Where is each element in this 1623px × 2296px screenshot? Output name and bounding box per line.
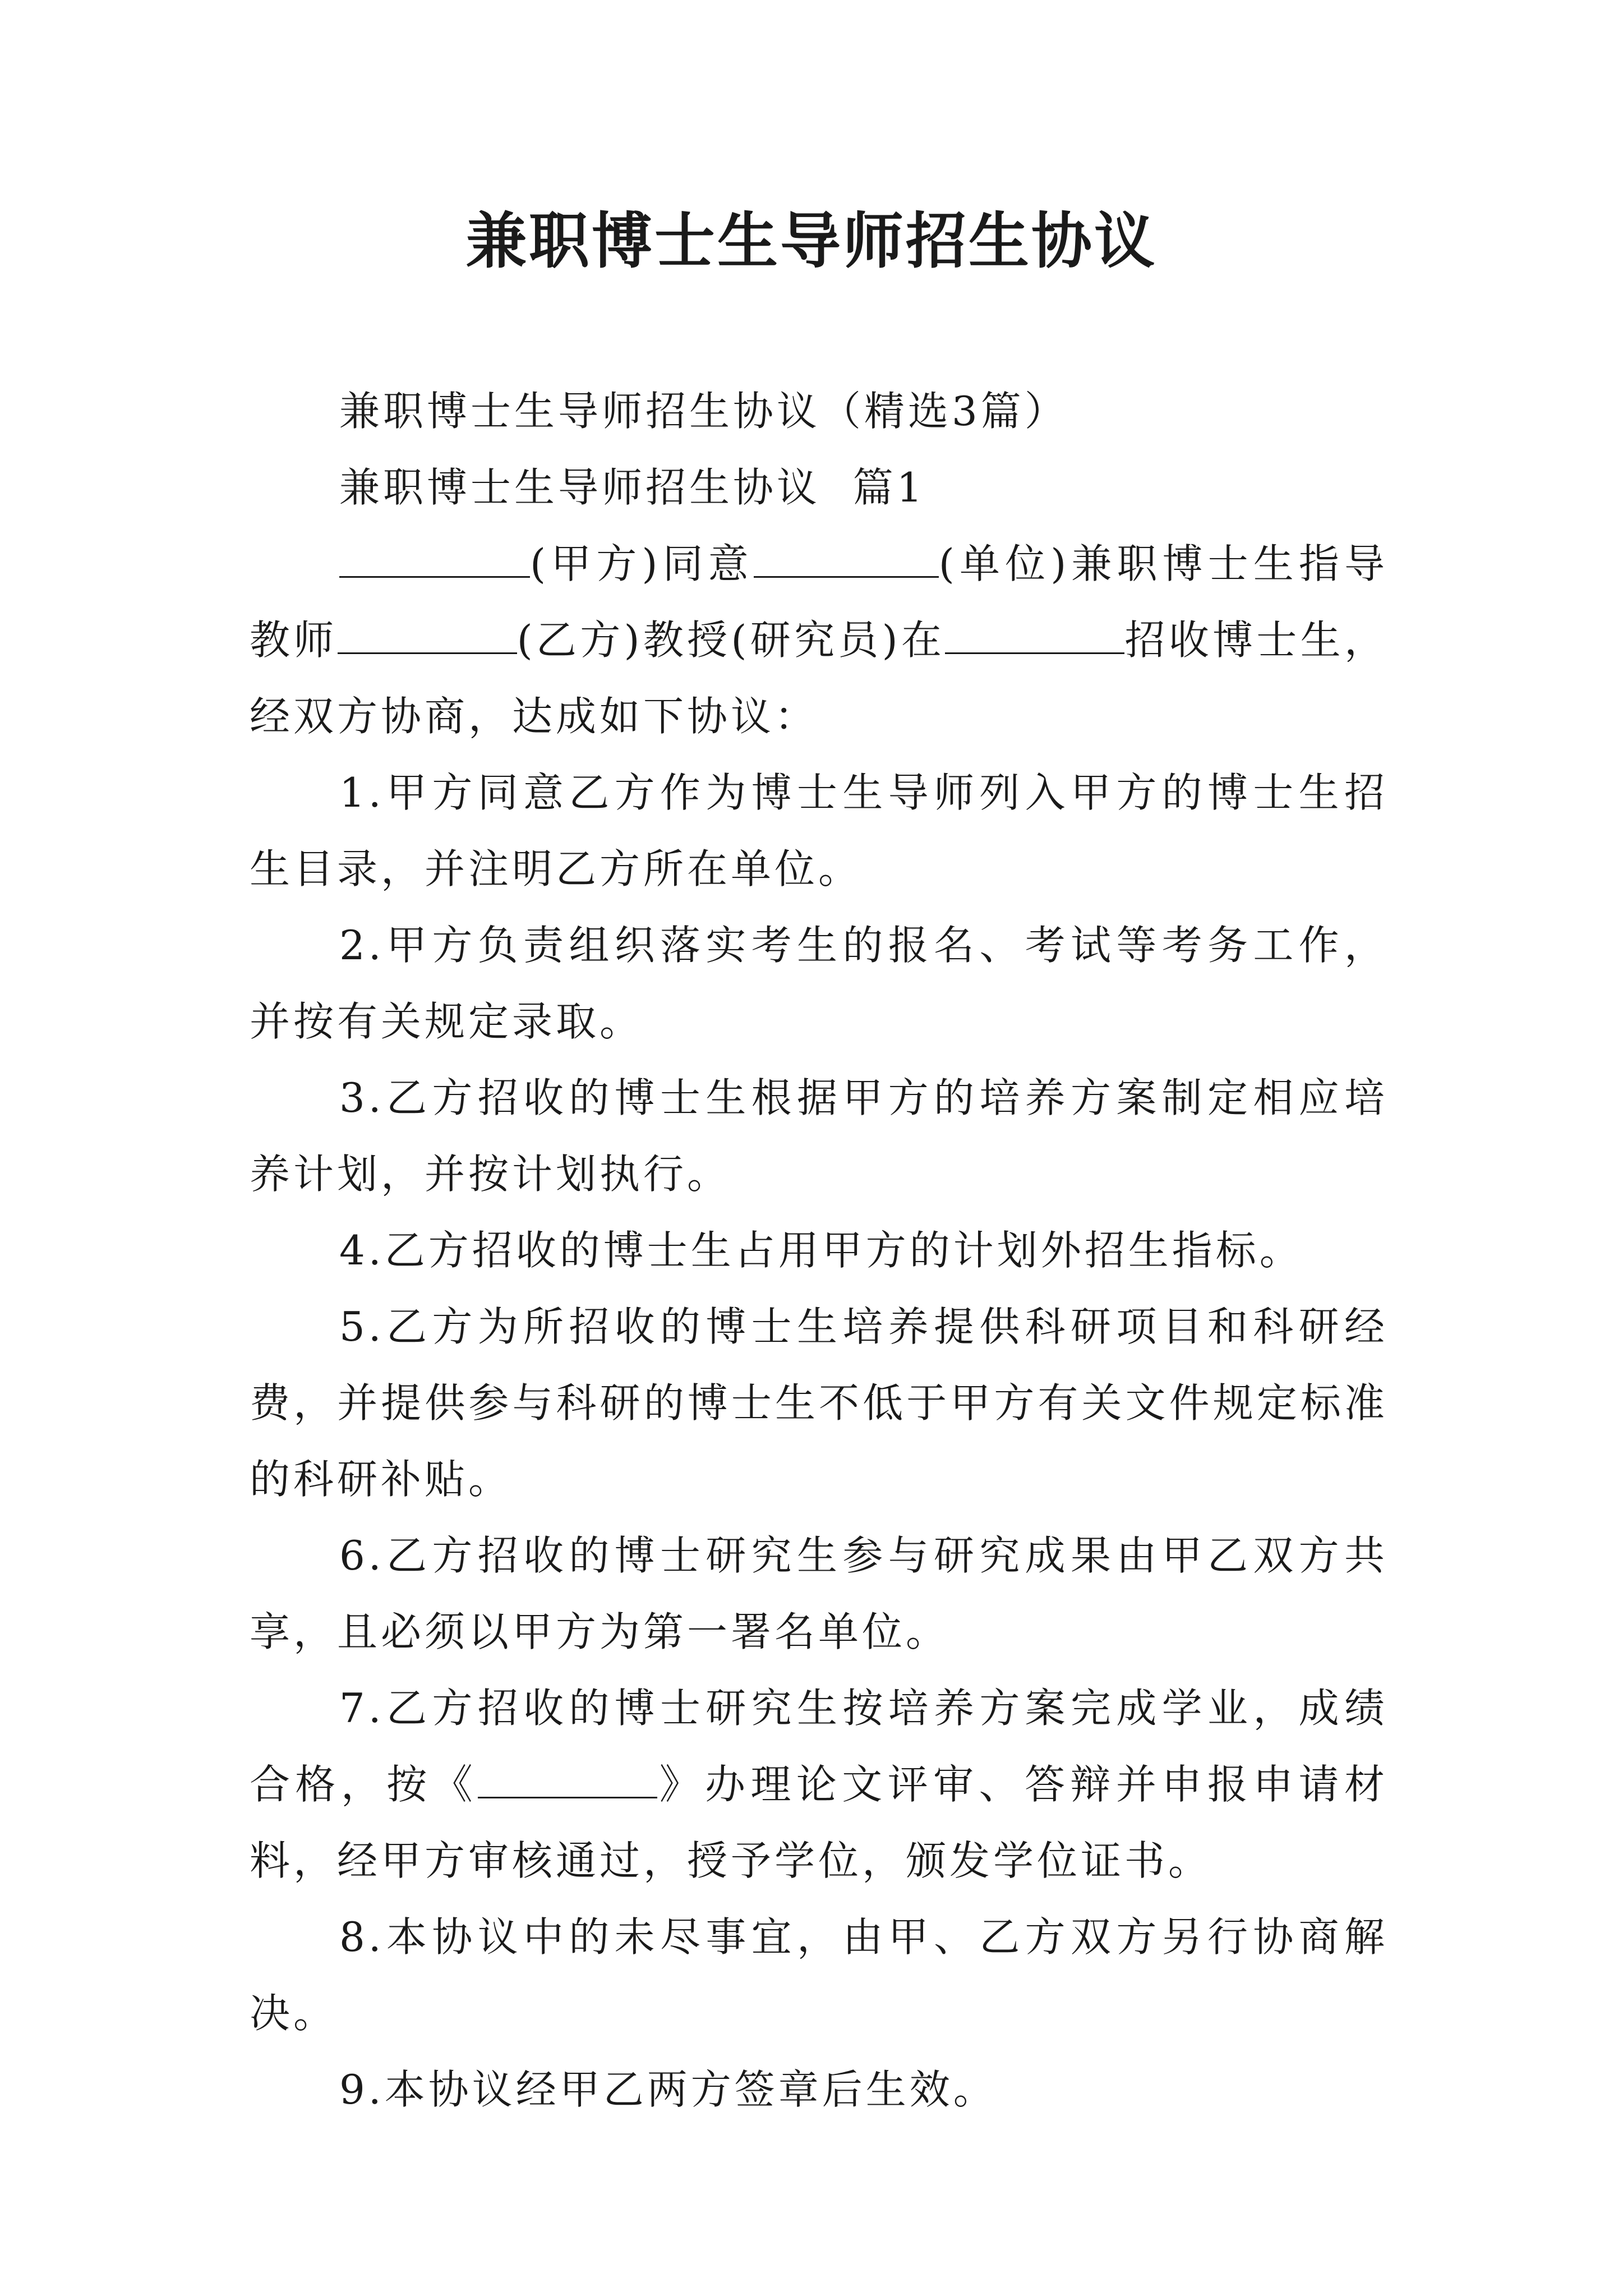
document-body <box>250 373 1388 2128</box>
intro-party-b-text: (乙方)教授(研究员)在 <box>517 616 946 664</box>
document-title: 兼职博士生导师招生协议 <box>465 206 1157 277</box>
clause-3: 3.乙方招收的博士生根据甲方的培养方案制定相应培养计划，并按计划执行。 <box>250 1074 1388 1198</box>
intro-unit-text: (单位)兼职博士生指导教师 <box>250 540 1388 664</box>
clause-9: 9.本协议经甲乙两方签章后生效。 <box>339 2066 997 2113</box>
clause-5: 5.乙方为所招收的博士生培养提供科研项目和科研经费，并提供参与科研的博士生不低于甲方有关文件规定标准的科研补贴。 <box>250 1303 1388 1503</box>
clause-1: 1.甲方同意乙方作为博士生导师列入甲方的博士生招生目录，并注明乙方所在单位。 <box>250 769 1388 892</box>
blank-party-a <box>339 542 530 578</box>
clause-6: 6.乙方招收的博士研究生参与研究成果由甲乙双方共享，且必须以甲方为第一署名单位。 <box>250 1532 1388 1655</box>
clause-7-end: 》办理论文评审、答辩并申报申请材料，经甲方审核通过，授予学位，颁发学位证书。 <box>250 1761 1388 1884</box>
blank-unit <box>754 542 939 578</box>
subtitle: 兼职博士生导师招生协议（精选3篇） <box>339 388 1068 435</box>
clause-2: 2.甲方负责组织落实考生的报名、考试等考务工作，并按有关规定录取。 <box>250 922 1388 1045</box>
clause-4: 4.乙方招收的博士生占用甲方的计划外招生指标。 <box>339 1227 1303 1274</box>
blank-party-b <box>338 619 517 654</box>
intro-paragraph <box>250 526 1388 754</box>
section-heading: 兼职博士生导师招生协议 篇1 <box>339 464 926 511</box>
blank-location <box>945 619 1124 654</box>
clause-7 <box>250 1670 1388 1899</box>
clause-8: 8.本协议中的未尽事宜，由甲、乙方双方另行协商解决。 <box>250 1913 1388 2037</box>
blank-regulation <box>478 1763 657 1798</box>
intro-tail-text: 招收博士生，经双方协商，达成如下协议： <box>250 616 1388 740</box>
intro-party-a-text: (甲方)同意 <box>530 540 754 587</box>
clause-7-start: 7.乙方招收的博士研究生按培养方案完成学业，成绩合格，按《 <box>250 1685 1388 1808</box>
